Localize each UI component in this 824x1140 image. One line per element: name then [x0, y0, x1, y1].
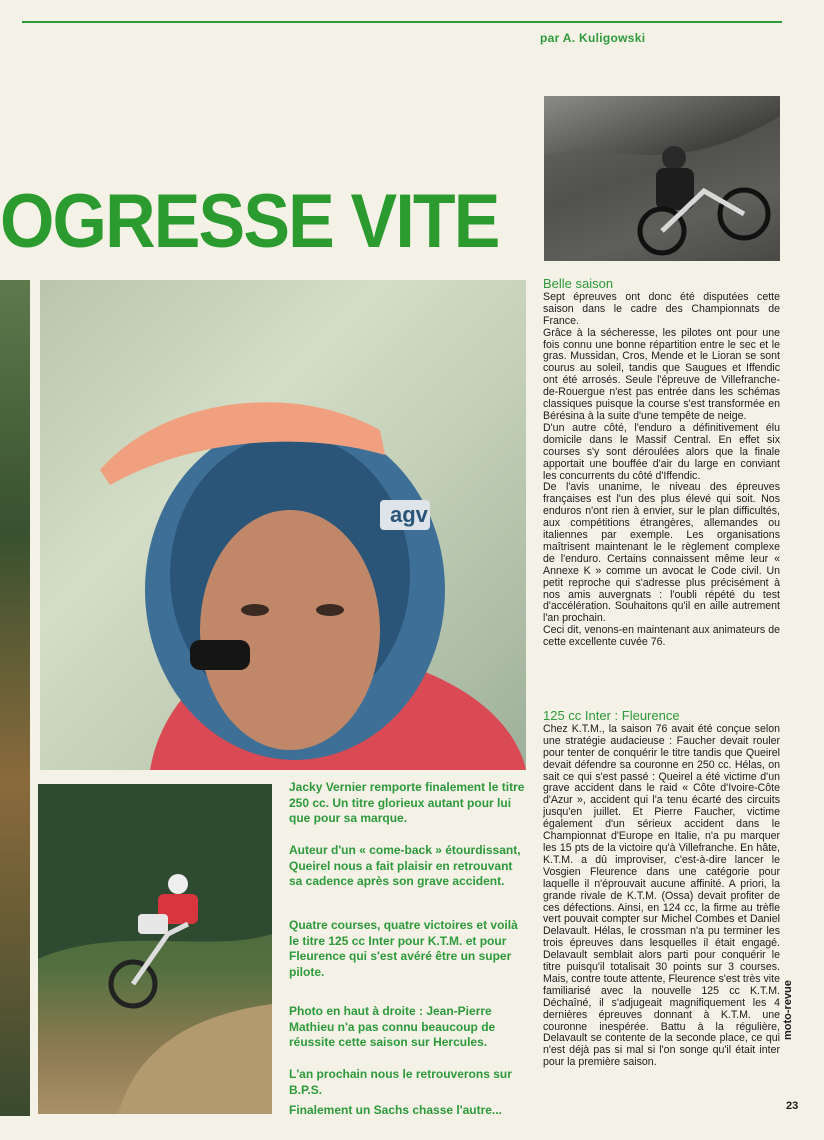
- paragraph: Grâce à la sécheresse, les pilotes ont pour une fois connu une bonne répartition entre le sec et le gras. Mussidan, Cros, Mende et le Lioran se sont courus au soleil, tandis que Saugues et Iffendic ont été arrosés. Seule l'épreuve de Villefranche-de-Rouergue n'est pas entrée dans les schémas classiques puisque la course s'est transformée en Bérésina à la suite d'une tempête de neige.: [543, 326, 780, 422]
- caption-fleurence: Quatre courses, quatre victoires et voilà le titre 125 cc Inter pour K.T.M. et pour Fleurence qui s'est avéré être un super pilote.: [289, 918, 518, 979]
- paragraph: Chez K.T.M., la saison 76 avait été conçue selon une stratégie audacieuse : Faucher devait rouler pour tenter de conquérir le titre tandis que Queirel devait défendre sa couronne en 250 cc. Hélas, on sait ce qui s'est passé : Queirel a été victime d'un grave accident dans le raid « Côte d'Ivoire-Côte d'Azur », accident qui l'a tenu écarté des circuits jusqu'en juillet. Et Pierre Faucher, victime également d'un sérieux accident dans le Championnat d'Europe en Italie, n'a pu marquer les 15 pts de la victoire qu'à Villefranche. En hâte, K.T.M. a dû improviser, c'est-à-dire lancer le Vosgien Fleurence dans une catégorie pour laquelle il n'éprouvait aucune affinité. A priori, la grande rivale de K.T.M. (Ossa) devait profiter de ces défections. Ainsi, en 124 cc, la firme au trèfle vert pouvait compter sur Michel Combes et Daniel Delavault. Hélas, le crossman n'a pu terminer les trois épreuves dans lesquelles il était engagé. Delavault semblait alors parti pour conquérir le titre puisqu'il totalisait 30 points sur 3 courses. Mais, contre toute attente, Fleurence s'est très vite familiarisé avec la nouvelle 125 cc K.T.M. Déchaîné, il s'adjugeait magnifiquement les 4 dernières épreuves donnant à K.T.M. une couronne inespérée. Battu à la régulière, Delavault se contente de la seconde place, ce qui n'est déjà pas si mal si l'on songe qu'il était inter pour la première saison.: [543, 722, 780, 1069]
- section-belle-saison: [543, 278, 780, 649]
- paragraph: Sept épreuves ont donc été disputées cette saison dans le cadre des Championnats de France.: [543, 290, 780, 327]
- photo-helmeted-rider-portrait: [40, 280, 526, 770]
- caption-mathieu: Photo en haut à droite : Jean-Pierre Mathieu n'a pas connu beaucoup de réussite cette saison sur Hercules.: [289, 1004, 496, 1049]
- photo-left-strip: [0, 280, 30, 1116]
- section-125cc-inter: [543, 710, 780, 1069]
- magazine-name: moto-revue: [782, 980, 794, 1040]
- section-title: Belle saison: [543, 276, 614, 291]
- byline: par A. Kuligowski: [540, 31, 646, 45]
- page-number: 23: [786, 1100, 799, 1112]
- paragraph: Ceci dit, venons-en maintenant aux animateurs de cette excellente cuvée 76.: [543, 624, 780, 649]
- top-rule: [22, 21, 782, 23]
- section-title: 125 cc Inter : Fleurence: [543, 708, 680, 723]
- caption-bps: L'an prochain nous le retrouverons sur B.P.S.: [289, 1067, 512, 1097]
- photo-enduro-rider-top: [544, 96, 780, 261]
- paragraph: D'un autre côté, l'enduro a définitivement élu domicile dans le Massif Central. En effet six courses s'y sont déroulées alors que la finale apportait une bouffée d'air du large en conviant les concurrents du côté d'Iffendic.: [543, 421, 780, 482]
- paragraph: De l'avis unanime, le niveau des épreuves françaises est l'un des plus élevé qui soit. Nos enduros n'ont rien à envier, sur le plan difficultés, aux compétitions étrangères, allemandes ou italiennes par exemple. Les organisations maîtrisent maintenant le le règlement complexe de l'enduro. Certains connaissent même leur « Annexe K » comme un avocat le Code civil. Un petit reproche qui s'adresse plus précisément à nos amis auvergnats : l'oubli répété du test d'accélération. Souhaitons qu'il en aille autrement l'an prochain.: [543, 481, 780, 625]
- caption-vernier: Jacky Vernier remporte finalement le titre 250 cc. Un titre glorieux autant pour lui que pour sa marque.: [289, 780, 525, 825]
- svg-text:agv: agv: [390, 502, 428, 527]
- caption-sachs: Finalement un Sachs chasse l'autre...: [289, 1103, 502, 1117]
- photo-rider-on-trail: [38, 784, 272, 1114]
- caption-queirel: Auteur d'un « come-back » étourdissant, Queirel nous a fait plaisir en retrouvant sa cadence après son grave accident.: [289, 843, 521, 888]
- headline: OGRESSE VITE: [0, 179, 499, 264]
